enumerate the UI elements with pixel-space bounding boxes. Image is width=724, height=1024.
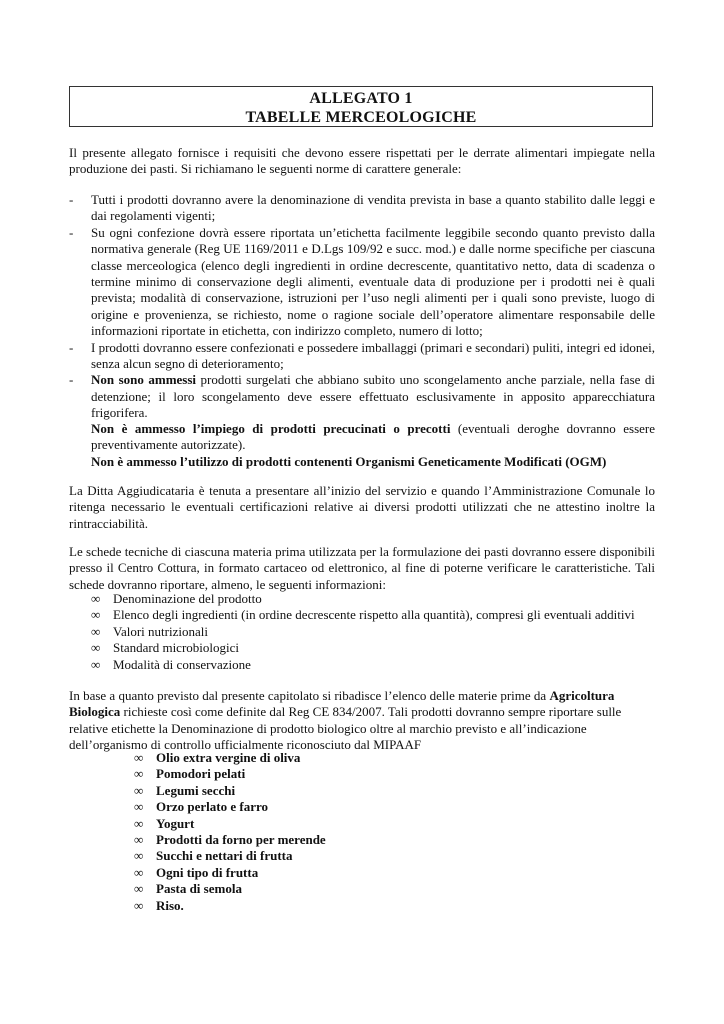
list-item: ∞ Ogni tipo di frutta: [134, 864, 259, 880]
list-item: ∞ Yogurt: [134, 815, 195, 831]
dash-marker: -: [69, 339, 74, 355]
general-rules-list: [69, 192, 655, 422]
list-item: ∞ Modalità di conservazione: [91, 656, 251, 672]
title-line-2: TABELLE MERCEOLOGICHE: [245, 109, 477, 126]
rule-item: [69, 372, 655, 421]
infinity-bullet-icon: ∞: [91, 591, 101, 606]
list-item: ∞ Pomodori pelati: [134, 766, 246, 782]
infinity-bullet-icon: ∞: [91, 623, 101, 639]
list-item: ∞ Denominazione del prodotto: [91, 591, 262, 606]
organic-paragraph: In base a quanto previsto dal presente capitolato si ribadisce l’elenco delle materie prime da Agricoltura Biologica richieste così come definite dal Reg CE 834/2007. Tali prodotti dovranno sempre riportare sulle relative etichette la Denominazione di prodotto biologico oltre al marchio previsto e all’indicazione dell’organismo di controllo ufficialmente riconosciuto dal MIPAAF: [69, 688, 622, 753]
infinity-bullet-icon: ∞: [91, 640, 101, 656]
infinity-bullet-icon: ∞: [91, 607, 101, 623]
title-line-1: ALLEGATO 1: [309, 90, 413, 107]
organic-bold-text: Agricoltura Biologica: [69, 688, 615, 720]
certifications-paragraph: La Ditta Aggiudicataria è tenuta a presentare all’inizio del servizio e quando l’Amministrazione Comunale lo ritenga necessario le eventuali certificazioni relative ai diversi prodotti utilizzati che ne attestino inoltre la rintracciabilità.: [69, 483, 655, 531]
technical-info-list: [91, 591, 655, 673]
infinity-bullet-icon: ∞: [134, 832, 144, 848]
infinity-bullet-icon: ∞: [91, 656, 101, 672]
rule-text: Tutti i prodotti dovranno avere la denominazione di vendita prevista in base a quanto stabilito dalle leggi e dai regolamenti vigenti;: [91, 192, 655, 224]
dash-marker: -: [69, 372, 74, 388]
list-item: ∞ Standard microbiologici: [91, 640, 240, 656]
list-item: ∞ Prodotti da forno per merende: [134, 832, 326, 848]
list-item: ∞ Riso.: [134, 897, 184, 913]
list-item: ∞ Orzo perlato e farro: [134, 799, 269, 815]
infinity-bullet-icon: ∞: [134, 766, 144, 782]
dash-marker: -: [69, 192, 74, 207]
title-box: [69, 86, 653, 127]
infinity-bullet-icon: ∞: [134, 848, 144, 864]
rule-text: Su ogni confezione dovrà essere riportata un’etichetta facilmente leggibile secondo quanto previsto dalla normativa generale (Reg UE 1169/2011 e D.Lgs 109/92 e succ. mod.) e dalle norme specifiche per ciascuna classe merceologica (elenco degli ingredienti in ordine decrescente, quantitativo netto, data di scadenza o termine minimo di conservazione degli alimenti, eventuale data di produzione per i prodotti nei è quali prevista; modalità di conservazione, istruzioni per l’uso negli alimenti per i quali sono previste, luogo di origine e provenienza, se richiesto, nome o ragione sociale dell’operatore alimentare responsabile delle informazioni riportate in etichetta, con indirizzo completo, numero di lotto;: [91, 224, 655, 339]
rule-item: [69, 225, 655, 340]
rule-text: prodotti surgelati che abbiano subito uno scongelamento anche parziale, nella fase di detenzione; il loro scongelamento deve essere effettuato esclusivamente in apposito apparecchiatura frigorifera.: [91, 372, 655, 421]
list-item: ∞ Pasta di semola: [134, 881, 242, 897]
list-item: ∞ Succhi e nettari di frutta: [134, 848, 293, 864]
infinity-bullet-icon: ∞: [134, 782, 144, 798]
infinity-bullet-icon: ∞: [134, 864, 144, 880]
organic-products-list: [134, 750, 534, 914]
infinity-bullet-icon: ∞: [134, 815, 144, 831]
list-item: ∞ Valori nutrizionali: [91, 623, 208, 639]
technical-sheets-paragraph: Le schede tecniche di ciascuna materia prima utilizzata per la formulazione dei pasti dovranno essere disponibili presso il Centro Cottura, in formato cartaceo od elettronico, al fine di poterne verificare le caratteristiche. Tali schede dovranno riportare, almeno, le seguenti informazioni:: [69, 544, 655, 592]
precooked-bold-text: Non è ammesso l’impiego di prodotti precucinati o precotti: [91, 421, 451, 436]
list-item: ∞ Olio extra vergine di oliva: [134, 750, 301, 765]
list-item: ∞ Legumi secchi: [134, 782, 236, 798]
ogm-notice: Non è ammesso l’utilizzo di prodotti contenenti Organismi Geneticamente Modificati (OGM): [91, 453, 607, 469]
infinity-bullet-icon: ∞: [134, 799, 144, 815]
precooked-notice: [91, 421, 655, 470]
infinity-bullet-icon: ∞: [134, 897, 144, 913]
intro-paragraph: Il presente allegato fornisce i requisiti che devono essere rispettati per le derrate alimentari impiegate nella produzione dei pasti. Si richiamano le seguenti norme di carattere generale:: [69, 145, 655, 177]
list-item: ∞ Elenco degli ingredienti (in ordine decrescente rispetto alla quantità), compresi gli eventuali additivi: [91, 607, 635, 623]
rule-item: [69, 192, 655, 225]
infinity-bullet-icon: ∞: [134, 881, 144, 897]
rule-text: I prodotti dovranno essere confezionati e possedere imballaggi (primari e secondari) puliti, integri ed idonei, senza alcun segno di deterioramento;: [91, 339, 655, 372]
infinity-bullet-icon: ∞: [134, 750, 144, 765]
precooked-rest-text: (eventuali deroghe dovranno essere preventivamente autorizzate).: [91, 421, 656, 453]
rule-bold-text: Non sono ammessi: [91, 372, 197, 388]
dash-marker: -: [69, 224, 74, 240]
rule-item: [69, 340, 655, 373]
